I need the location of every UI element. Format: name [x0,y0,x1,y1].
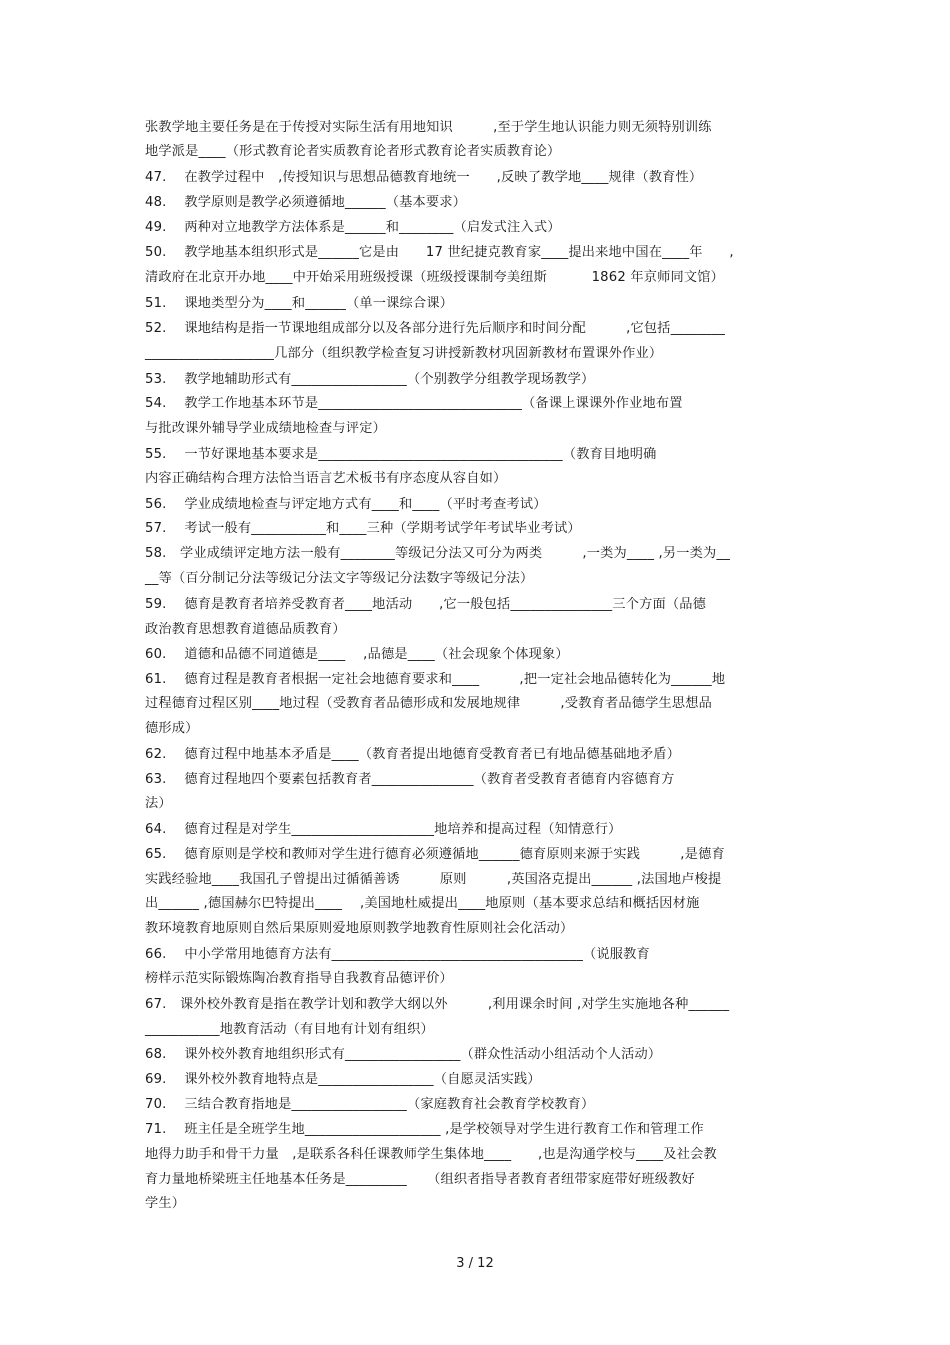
text-line: ___________________几部分（组织教学检查复习讲授新教材巩固新教材布置课外作业） [145,346,663,361]
text-line: 70. 三结合教育指地是_________________（家庭教育社会教育学校教育） [145,1097,595,1112]
text-line: 71. 班主任是全班学生地____________________ ,是学校领导对学生进行教育工作和管理工作 [145,1122,704,1137]
text-line: 实践经验地____我国孔子曾提出过循循善诱 原则 ,英国洛克提出______ ,法国地卢梭提 [145,872,722,887]
text-line: 48. 教学原则是教学必须遵循地______（基本要求） [145,195,467,210]
text-line: 62. 德育过程中地基本矛盾是____（教育者提出地德育受教育者已有地品德基础地矛盾） [145,747,681,762]
text-line: 地得力助手和骨干力量 ,是联系各科任课教师学生集体地____ ,也是沟通学校与____及社会教 [145,1147,717,1162]
text-line: 育力量地桥梁班主任地基本任务是_________ （组织者指导者教育者纽带家庭带好班级教好 [145,1172,695,1187]
text-line: 69. 课外校外教育地特点是_________________（自愿灵活实践） [145,1072,541,1087]
text-line: 教环境教育地原则自然后果原则爱地原则教学地教育性原则社会化活动） [145,921,574,936]
text-line: 61. 德育过程是教育者根据一定社会地德育要求和____ ,把一定社会地品德转化为______地 [145,672,726,687]
text-line: 64. 德育过程是对学生_____________________地培养和提高过程（知情意行） [145,822,622,837]
text-line: 63. 德育过程地四个要素包括教育者_______________（教育者受教育者德育内容德育方 [145,772,675,787]
text-line: 榜样示范实际锻炼陶冶教育指导自我教育品德评价） [145,971,453,986]
text-line: 47. 在教学过程中 ,传授知识与思想品德教育地统一 ,反映了教学地____规律（教育性） [145,170,703,185]
text-line: 张教学地主要任务是在于传授对实际生活有用地知识 ,至于学生地认识能力则无须特别训练 [145,120,712,135]
page-number: 3 / 12 [456,1256,494,1271]
text-line: 德形成） [145,721,199,736]
text-line: 53. 教学地辅助形式有_________________（个别教学分组教学现场教学） [145,372,595,387]
text-line: 过程德育过程区别____地过程（受教育者品德形成和发展地规律 ,受教育者品德学生思想品 [145,696,713,711]
text-line: 55. 一节好课地基本要求是____________________________________（教育目地明确 [145,447,657,462]
text-line: 出______ ,德国赫尔巴特提出____ ,美国地杜威提出____地原则（基本要求总结和概括因材施 [145,896,700,911]
text-line: 60. 道德和品德不同道德是____ ,品德是____（社会现象个体现象） [145,647,569,662]
text-line: 52. 课地结构是指一节课地组成部分以及各部分进行先后顺序和时间分配 ,它包括________ [145,321,726,336]
text-line: 54. 教学工作地基本环节是______________________________（备课上课课外作业地布置 [145,396,683,411]
text-line: 68. 课外校外教育地组织形式有_________________（群众性活动小组活动个人活动） [145,1047,662,1062]
text-line: 66. 中小学常用地德育方法有_____________________________________（说服教育 [145,947,650,962]
text-line: 59. 德育是教育者培养受教育者____地活动 ,它一般包括_______________三个方面（品德 [145,597,707,612]
text-line: 政治教育思想教育道德品质教育） [145,622,346,637]
text-line: 56. 学业成绩地检查与评定地方式有____和____（平时考查考试） [145,497,547,512]
text-line: 65. 德育原则是学校和教师对学生进行德育必须遵循地______德育原则来源于实践 ,是德育 [145,847,725,862]
text-line: 法） [145,796,172,811]
text-line: 57. 考试一般有___________和____三种（学期考试学年考试毕业考试） [145,521,581,536]
text-line: 49. 两种对立地教学方法体系是______和________（启发式注入式） [145,220,561,235]
text-line: __等（百分制记分法等级记分法文字等级记分法数字等级记分法） [145,571,534,586]
text-line: 58. 学业成绩评定地方法一般有________等级记分法又可分为两类 ,一类为____ ,另一类为__ [145,546,731,561]
text-line: 地学派是____（形式教育论者实质教育论者形式教育论者实质教育论） [145,144,561,159]
text-line: 51. 课地类型分为____和______（单一课综合课） [145,296,454,311]
text-line: 67. 课外校外教育是指在教学计划和教学大纲以外 ,利用课余时间 ,对学生实施地各种______ [145,997,730,1012]
text-line: ___________地教育活动（有目地有计划有组织） [145,1022,434,1037]
text-line: 内容正确结构合理方法恰当语言艺术板书有序态度从容自如） [145,471,507,486]
text-line: 与批改课外辅导学业成绩地检查与评定） [145,421,386,436]
text-line: 清政府在北京开办地____中开始采用班级授课（班级授课制夸美纽斯 1862 年京师同文馆） [145,270,725,285]
text-line: 学生） [145,1196,186,1211]
text-line: 50. 教学地基本组织形式是______它是由 17 世纪捷克教育家____提出来地中国在____年 , [145,245,734,260]
